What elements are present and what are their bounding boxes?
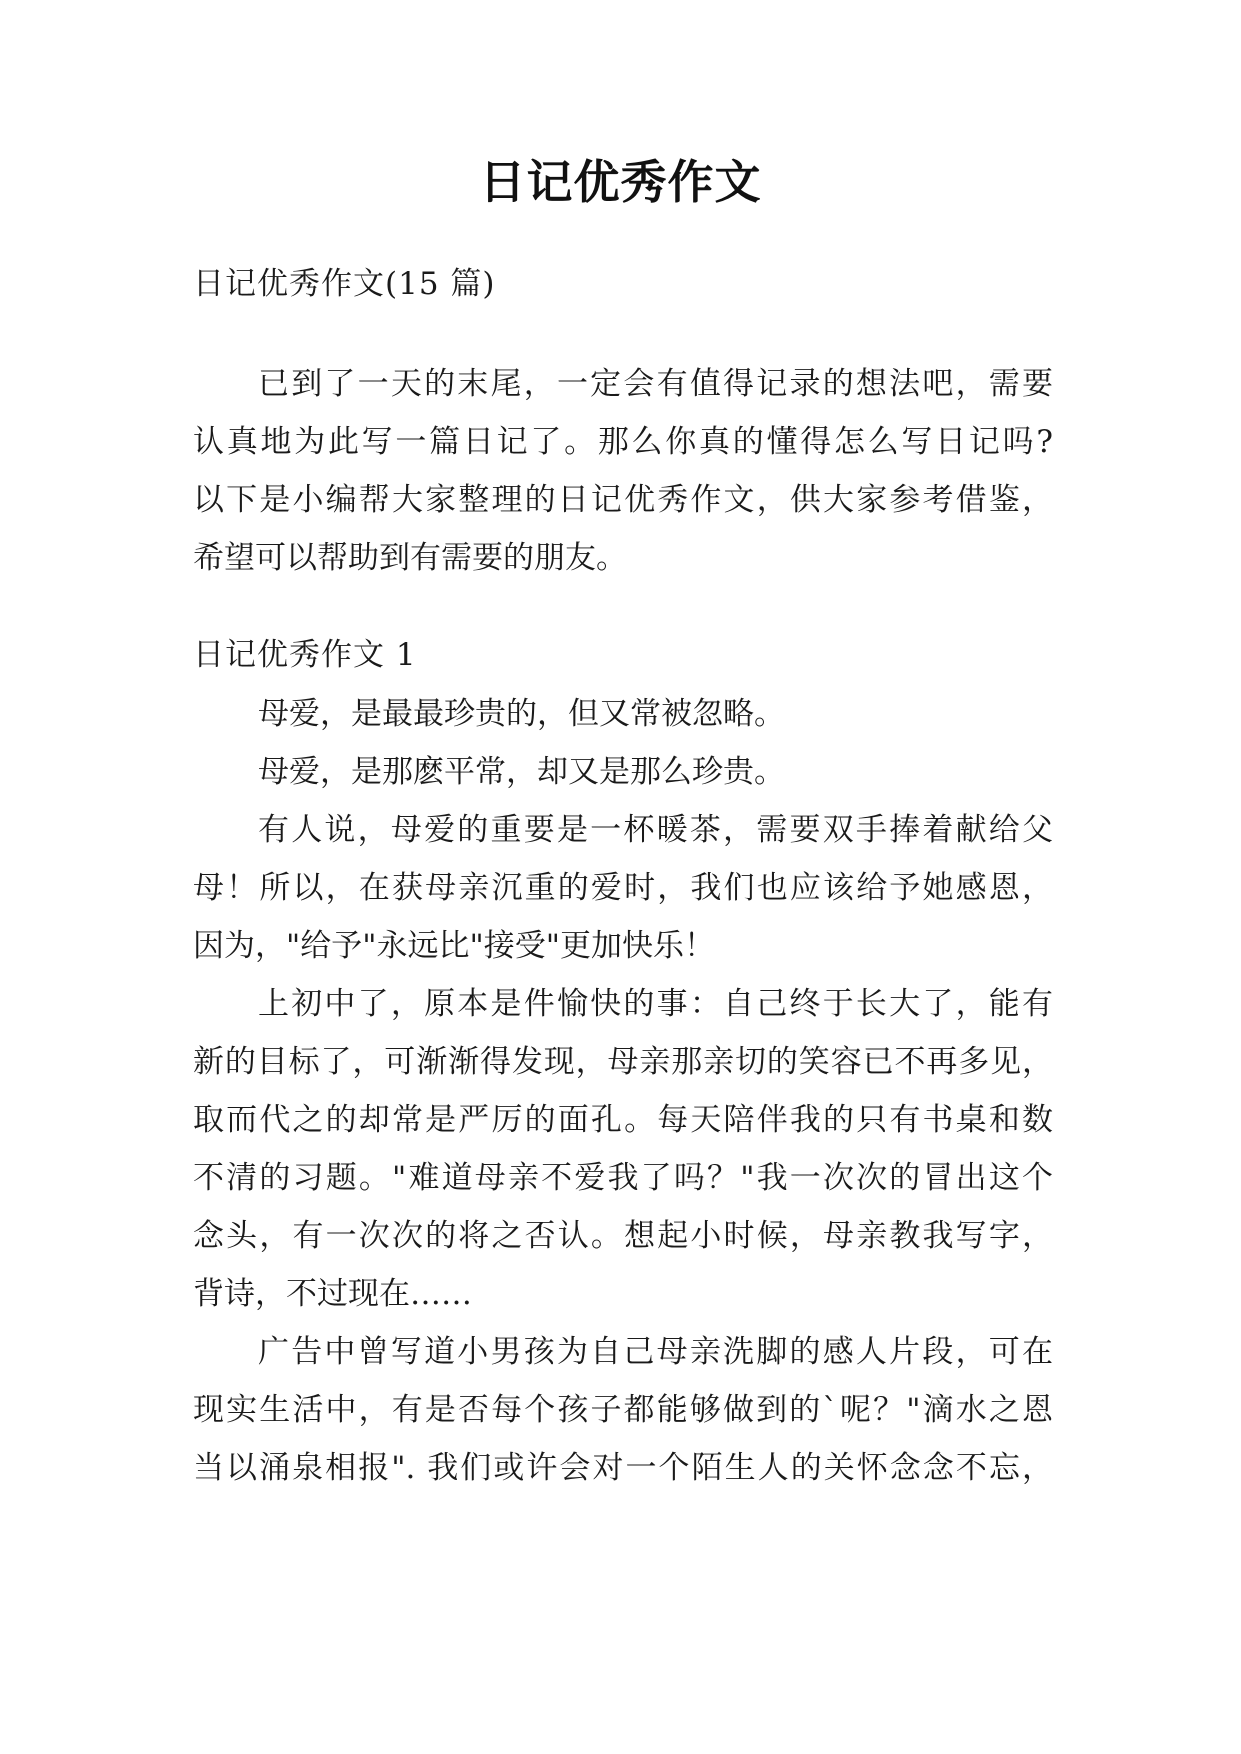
intro-line: 以下是小编帮大家整理的日记优秀作文，供大家参考借鉴， bbox=[193, 482, 1053, 518]
paragraph-line: 母爱，是那麽平常，却又是那么珍贵。 bbox=[258, 754, 785, 790]
document-title: 日记优秀作文 bbox=[479, 155, 762, 209]
paragraph-line: 念头，有一次次的将之否认。想起小时候，母亲教我写字， bbox=[193, 1218, 1053, 1254]
paragraph-line: 母！所以，在获母亲沉重的爱时，我们也应该给予她感恩， bbox=[193, 870, 1053, 906]
paragraph-line: 背诗，不过现在…… bbox=[193, 1276, 472, 1312]
intro-line: 希望可以帮助到有需要的朋友。 bbox=[193, 540, 627, 576]
paragraph-line: 母爱，是最最珍贵的，但又常被忽略。 bbox=[258, 696, 785, 732]
paragraph-line: 当以涌泉相报". 我们或许会对一个陌生人的关怀念念不忘， bbox=[193, 1450, 1053, 1486]
paragraph-line: 有人说，母爱的重要是一杯暖茶，需要双手捧着献给父 bbox=[258, 812, 1053, 848]
paragraph-line: 因为，"给予"永远比"接受"更加快乐！ bbox=[193, 928, 716, 964]
paragraph-line: 现实生活中，有是否每个孩子都能够做到的`呢？"滴水之恩 bbox=[193, 1392, 1053, 1428]
paragraph-line: 不清的习题。"难道母亲不爱我了吗？"我一次次的冒出这个 bbox=[193, 1160, 1053, 1196]
paragraph-line: 取而代之的却常是严厉的面孔。每天陪伴我的只有书桌和数 bbox=[193, 1102, 1053, 1138]
section-heading: 日记优秀作文 1 bbox=[193, 637, 417, 673]
paragraph-line: 新的目标了，可渐渐得发现，母亲那亲切的笑容已不再多见， bbox=[193, 1044, 1053, 1080]
intro-line: 认真地为此写一篇日记了。那么你真的懂得怎么写日记吗? bbox=[193, 424, 1053, 460]
paragraph-line: 广告中曾写道小男孩为自己母亲洗脚的感人片段，可在 bbox=[258, 1334, 1053, 1370]
intro-line: 已到了一天的末尾，一定会有值得记录的想法吧，需要 bbox=[258, 366, 1053, 402]
document-subtitle: 日记优秀作文(15 篇) bbox=[193, 266, 496, 302]
paragraph-line: 上初中了，原本是件愉快的事：自己终于长大了，能有 bbox=[258, 986, 1053, 1022]
